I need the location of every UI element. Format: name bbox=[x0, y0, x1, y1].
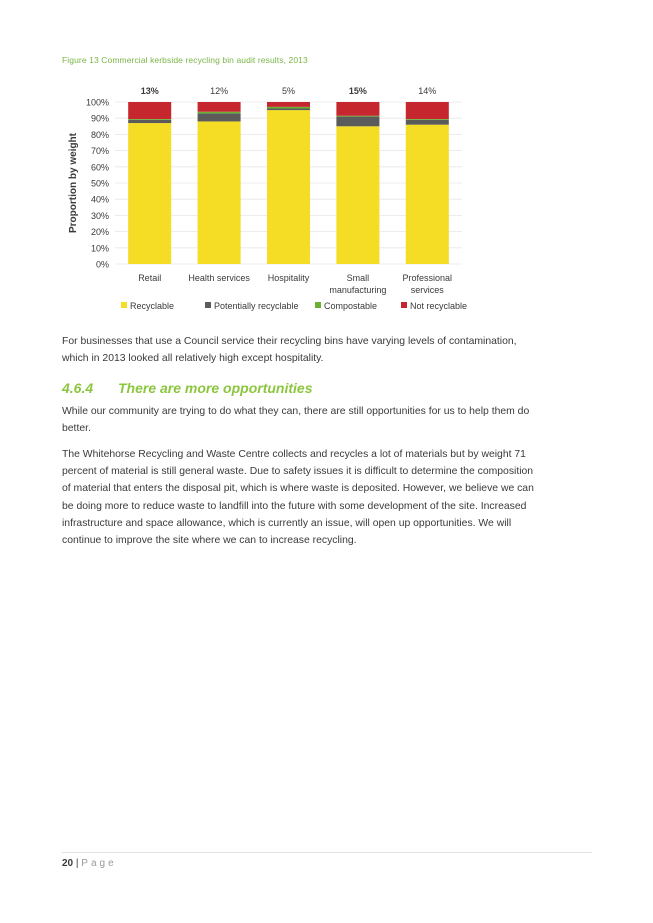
x-tick-label: Hospitality bbox=[267, 273, 310, 283]
bar-segment bbox=[128, 120, 171, 123]
bar-segment bbox=[128, 119, 171, 120]
bar-segment bbox=[336, 117, 379, 127]
legend-label: Not recyclable bbox=[410, 301, 468, 311]
bar-segment bbox=[267, 110, 310, 264]
legend-swatch bbox=[315, 302, 321, 308]
x-tick-label: Small bbox=[346, 273, 370, 283]
y-tick-label: 0% bbox=[95, 259, 109, 270]
bar-top-label: 14% bbox=[418, 86, 437, 96]
y-tick-label: 10% bbox=[90, 243, 109, 254]
legend-label: Compostable bbox=[324, 301, 378, 311]
figure-caption: Figure 13 Commercial kerbside recycling bin audit results, 2013 bbox=[62, 55, 308, 65]
y-tick-label: 80% bbox=[90, 129, 109, 140]
y-axis-label: Proportion by weight bbox=[68, 133, 79, 233]
bar-segment bbox=[198, 102, 241, 112]
x-tick-label: Retail bbox=[138, 273, 162, 283]
bar-segment bbox=[406, 125, 449, 264]
footer-separator: | bbox=[75, 858, 79, 869]
y-tick-label: 60% bbox=[90, 162, 109, 173]
bar-segment bbox=[336, 126, 379, 264]
bar-segment bbox=[128, 123, 171, 264]
section-number: 4.6.4 bbox=[62, 380, 94, 396]
bar-segment bbox=[406, 102, 449, 119]
legend-label: Recyclable bbox=[130, 301, 175, 311]
page-word: Page bbox=[81, 858, 117, 869]
paragraph-opportunities: While our community are trying to do what they can, there are still opportunities for us to help them do better. bbox=[62, 406, 530, 435]
bar-segment bbox=[406, 120, 449, 125]
x-tick-label: Professional bbox=[402, 273, 453, 283]
bar-segment bbox=[198, 113, 241, 121]
bar-segment bbox=[336, 116, 379, 117]
bar-top-label: 13% bbox=[140, 86, 159, 96]
legend-label: Potentially recyclable bbox=[214, 301, 299, 311]
x-tick-label: services bbox=[410, 285, 444, 295]
y-tick-label: 30% bbox=[90, 210, 109, 221]
page-number: 20 bbox=[62, 858, 74, 869]
paragraph-contamination: For businesses that use a Council service their recycling bins have varying levels of contamination, which in 2013 looked all relatively high except hospitality. bbox=[62, 336, 517, 365]
bar-segment bbox=[267, 107, 310, 109]
bar-top-label: 15% bbox=[348, 86, 367, 96]
x-tick-label: Health services bbox=[188, 273, 250, 283]
bar-segment bbox=[267, 108, 310, 110]
y-tick-label: 70% bbox=[90, 146, 109, 157]
bar-segment bbox=[336, 102, 379, 116]
bin-audit-chart bbox=[62, 78, 482, 323]
bar-top-label: 12% bbox=[210, 86, 229, 96]
footer-divider bbox=[62, 852, 592, 853]
y-tick-label: 90% bbox=[90, 113, 109, 124]
bar-segment bbox=[128, 102, 171, 119]
y-tick-label: 40% bbox=[90, 194, 109, 205]
page-footer bbox=[62, 858, 117, 869]
bar-top-label: 5% bbox=[281, 86, 296, 96]
y-tick-label: 20% bbox=[90, 227, 109, 238]
bar-segment bbox=[198, 121, 241, 264]
legend-swatch bbox=[205, 302, 211, 308]
section-heading bbox=[62, 380, 312, 396]
y-tick-label: 100% bbox=[85, 97, 109, 108]
bar-segment bbox=[406, 119, 449, 120]
x-tick-label: manufacturing bbox=[329, 285, 387, 295]
legend-swatch bbox=[121, 302, 127, 308]
section-title: There are more opportunities bbox=[118, 380, 313, 396]
bar-segment bbox=[198, 112, 241, 114]
bar-segment bbox=[267, 102, 310, 107]
y-tick-label: 50% bbox=[90, 178, 109, 189]
paragraph-waste-centre: The Whitehorse Recycling and Waste Centre collects and recycles a lot of materials but by weight 71 percent of material is still general waste. Due to safety issues it is difficult to determine the composition of material that enters the disposal pit, which is where waste is deposited. However, we believe we can be doing more to reduce waste to landfill into the future with some development of the site. Increased infrastructure and space allowance, which is currently an issue, will open up opportunities. We will continue to improve the site where we can to increase recycling. bbox=[62, 449, 534, 547]
legend-swatch bbox=[401, 302, 407, 308]
